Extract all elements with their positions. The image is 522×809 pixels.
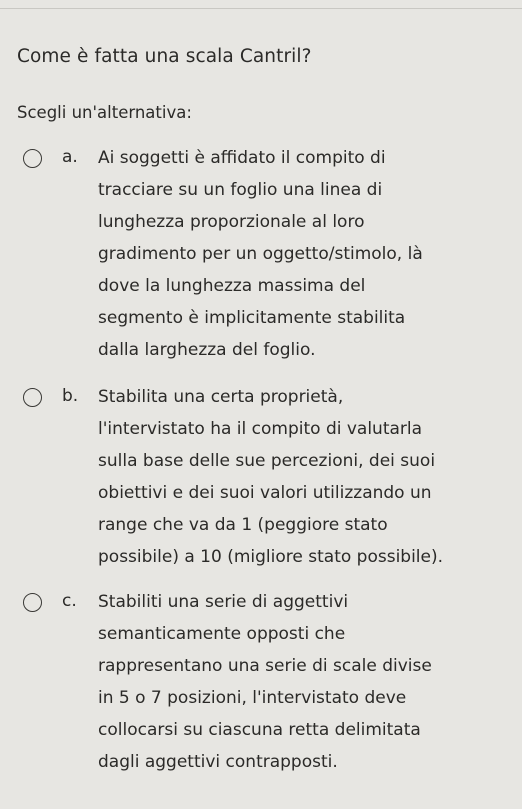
top-divider [0, 8, 522, 9]
radio-button-a[interactable] [23, 149, 42, 168]
question-text: Come è fatta una scala Cantril? [17, 46, 312, 67]
option-letter-a: a. [62, 147, 78, 167]
option-text-a[interactable]: Ai soggetti è affidato il compito di tracciare su un foglio una linea di lunghezza proporzionale al loro gradimento per un oggetto/stimolo, là dove la lunghezza massima del segmento è implicitamente stabilita dalla larghezza del foglio. [98, 148, 423, 360]
option-letter-b: b. [62, 386, 79, 406]
instruction-text: Scegli un'alternativa: [17, 103, 192, 122]
radio-button-c[interactable] [23, 593, 42, 612]
option-text-c[interactable]: Stabiliti una serie di aggettivi semanticamente opposti che rappresentano una serie di scale divise in 5 o 7 posizioni, l'intervistato deve collocarsi su ciascuna retta delimitata dagli aggettivi contrapposti. [98, 592, 432, 772]
radio-button-b[interactable] [23, 388, 42, 407]
option-letter-c: c. [62, 591, 77, 611]
option-text-b[interactable]: Stabilita una certa proprietà, l'intervistato ha il compito di valutarla sulla base delle sue percezioni, dei suoi obiettivi e dei suoi valori utilizzando un range che va da 1 (peggiore stato possibile) a 10 (migliore stato possibile). [98, 387, 444, 567]
